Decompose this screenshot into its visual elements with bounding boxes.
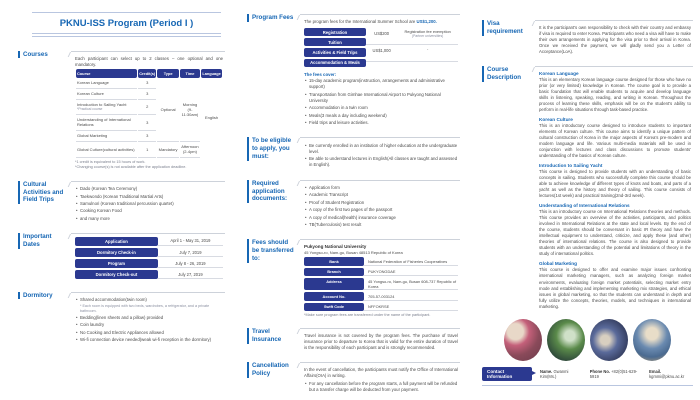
fee-amount-package: US$1,000 xyxy=(372,47,391,53)
course-description-content xyxy=(535,66,693,311)
cancellation-content xyxy=(300,362,460,394)
section-label-cancellation: Cancellation Policy xyxy=(247,362,297,378)
course-row xyxy=(76,142,222,158)
course-desc-title: Global Marketing xyxy=(539,261,578,267)
list-item: • Coin laundry xyxy=(75,322,223,328)
eligibility-content xyxy=(300,137,460,169)
contact-name-label: Name. xyxy=(540,368,553,374)
list-item: • Be currently enrolled in an institution of higher education at the undergraduate level. xyxy=(304,143,458,155)
list-item: • 15-day academic program(instruction, arrangements and administrative support) xyxy=(304,78,458,90)
field-trip-photo-4 xyxy=(633,319,671,361)
section-documents xyxy=(247,180,460,230)
course-credit: 1 xyxy=(138,142,156,158)
fee-item-tuition: Tuition xyxy=(304,38,366,46)
fee-group-tuition-package xyxy=(366,45,458,62)
bank-value: 45 Yongso-ro, Nam-gu, Busan 608-737 Republic of Korea xyxy=(364,278,458,291)
list-item: • Proof of Student Registration xyxy=(304,200,458,206)
section-important-dates xyxy=(18,233,225,281)
section-program-fees xyxy=(247,14,460,127)
list-item: • A copy of medical(health) insurance coverage xyxy=(304,215,458,221)
column-right xyxy=(466,0,699,400)
fee-exemption-dash: - xyxy=(426,46,429,52)
list-item: • Samulnori (Korean traditional percussion quartet) xyxy=(75,201,223,207)
fee-exemption-subtext: (Partner universities) xyxy=(411,34,444,39)
course-desc-title: Understanding of International Relations xyxy=(539,203,630,209)
bank-row xyxy=(304,268,458,276)
course-language: English xyxy=(205,115,219,121)
courses-table xyxy=(75,69,223,158)
bank-row xyxy=(304,303,458,311)
list-item: • For any cancellation before the program starts, a full payment will be refunded but a transfer charge will be deducted from your payment. xyxy=(304,381,458,393)
dormitory-subnote: * Each room is equipped with two beds, wardrobes, a refrigerator, and a private bathroom. xyxy=(80,304,210,313)
list-item: • Cooking Korean Food xyxy=(75,208,223,214)
date-key: Program xyxy=(75,259,158,268)
section-label-visa: Visa requirement xyxy=(482,20,532,36)
column-left xyxy=(0,0,233,400)
course-desc-text: This course is designed to provide students with an understanding of basic concepts in sailing. Students who successfully complete this course should be able to achieve knowledge of different types of knots and boats, and parts of a yacht as well as the history and theory of sailing. This course consists of lectures(1st week) and practical training(2nd-3rd week). xyxy=(539,169,691,199)
list-item: • Transportation from Gimhae International Airport to Pukyong National University xyxy=(304,92,458,104)
fee-group-registration xyxy=(366,28,458,45)
footer-rule xyxy=(482,385,693,386)
list-item: • No Cooking and Electric Appliances allowed xyxy=(75,330,223,336)
title-block xyxy=(32,12,221,37)
transfer-note: *Make sure program fees are transferred under the name of the participant. xyxy=(304,312,431,317)
header-time: Time xyxy=(180,69,200,78)
date-key: Dormitory Check-in xyxy=(75,248,158,257)
courses-intro: Each participant can select up to 2 classes – one optional and one mandatory. xyxy=(75,55,223,67)
title-rule-bottom xyxy=(32,33,221,34)
courses-header-row xyxy=(76,69,222,78)
bank-value: NFFOKRSE xyxy=(364,303,458,311)
section-travel-insurance xyxy=(247,328,460,352)
contact-email xyxy=(649,369,693,379)
list-item: • Meals(3 meals a day including weekend) xyxy=(304,113,458,119)
bank-row xyxy=(304,257,458,265)
course-name-text: Introduction to Sailing Yacht xyxy=(77,102,127,108)
courses-content xyxy=(71,51,225,171)
date-row xyxy=(75,270,223,279)
bank-row xyxy=(304,292,458,300)
bank-key: Swift Code xyxy=(304,303,364,311)
header-credits: Credit(s) xyxy=(139,70,156,76)
section-label-transfer: Fees should be transferred to: xyxy=(247,239,297,262)
travel-text: Travel insurance is not covered by the program fees. The purchase of travel insurance prior to departure to Korea that is valid for the entire duration of travel is the responsibility of each participant and is strongly recommended. xyxy=(304,333,458,351)
course-time-afternoon: Afternoon (2-4pm) xyxy=(180,142,200,158)
date-value: July 7, 2019 xyxy=(158,248,223,257)
list-item: • Accommodation in a twin room xyxy=(304,105,458,111)
visa-content xyxy=(535,20,693,56)
column-middle xyxy=(233,0,466,400)
header-type: Type xyxy=(157,69,178,78)
title-rule-bottom-2 xyxy=(32,36,221,37)
list-item: • TB(Tuberculosis) test result xyxy=(304,222,458,228)
fees-intro-text: The program fees for the International Summer School are xyxy=(304,19,417,24)
course-credit: 3 xyxy=(138,131,156,142)
fees-pill-column xyxy=(304,28,366,69)
course-desc-title: Korean Language xyxy=(539,71,579,77)
bank-value: 705-57-003124 xyxy=(364,292,458,300)
course-desc-text: This course is designed to offer and examine major issues confronting international marketing managers, such as analyzing foreign market environments, evaluating foreign market potentials, selecting market entry mode and establishing and implementing marketing mix strategies, and ethical issues in global marketing, so that the students can understand in depth and fully utilize the concepts, theories, models, and techniques in international marketing. xyxy=(539,267,691,309)
bank-value: PUKYONGDAE xyxy=(364,268,458,276)
section-visa xyxy=(482,20,693,56)
bank-key: Account No. xyxy=(304,292,364,300)
list-item: • Shared accommodation(twin room) xyxy=(75,297,223,303)
date-value: July 8 - 26, 2019 xyxy=(158,259,223,268)
course-name: Global Marketing xyxy=(76,131,137,142)
course-desc-text: This is an introductory course designed to introduce students to important elements of Korean culture. This course aims to identify a unique pattern of cultural construction of Korea in the major aspects of Korea's pre-modern and modern language and life. Various multi-media materials will be used in conjunction with lectures and class discussions to promote students' understanding of the basics of Korean culture. xyxy=(539,123,691,159)
fee-amount-registration: US$200 xyxy=(374,30,390,36)
date-value: July 27, 2019 xyxy=(158,270,223,279)
list-item: • Field trips and leisure activities. xyxy=(304,120,458,126)
course-credit: 2 xyxy=(138,100,156,115)
date-key: Dormitory Check-out xyxy=(75,270,158,279)
course-time-morning: Morning (9-11:30am) xyxy=(180,78,200,142)
fees-content xyxy=(300,14,460,127)
fees-table xyxy=(304,28,458,69)
section-label-dormitory: Dormitory xyxy=(18,292,68,300)
field-trip-photos xyxy=(482,319,693,361)
course-credit: 3 xyxy=(138,115,156,131)
contact-phone xyxy=(590,369,641,379)
page-title: PKNU-ISS Program (Period I ) xyxy=(59,18,194,29)
section-course-description xyxy=(482,66,693,311)
cultural-content xyxy=(71,181,225,223)
course-name: Understanding of International Relations xyxy=(76,115,137,131)
university-address: 45 Yongso-ro, Nam-gu, Busan 48513 Republic of Korea xyxy=(304,250,403,256)
section-label-travel: Travel Insurance xyxy=(247,328,297,344)
course-name: Korean Language xyxy=(76,78,137,89)
fees-total-amount: US$1,200. xyxy=(416,19,437,24)
list-item: • Application form xyxy=(304,185,458,191)
section-dormitory xyxy=(18,292,225,345)
course-note: *Changing course(s) is not available after the application deadline. xyxy=(75,165,187,170)
list-item: • A copy of the first two pages of the passport xyxy=(304,207,458,213)
section-label-course-description: Course Description xyxy=(482,66,532,82)
section-label-cultural: Cultural Activities and Field Trips xyxy=(18,181,68,204)
contact-email-value: kgmmi@pknu.ac.kr xyxy=(649,373,685,379)
section-label-documents: Required application documents: xyxy=(247,180,297,203)
list-item: • Dado (Korean Tea Ceremony) xyxy=(75,186,223,192)
bank-key: Address xyxy=(304,278,364,291)
course-type-mandatory: Mandatory xyxy=(157,142,178,158)
course-desc-title: Introduction to Sailing Yacht xyxy=(539,163,603,169)
date-row xyxy=(75,248,223,257)
course-desc-text: This is an elementary Korean language course designed for those who have no prior (or very limited) knowledge in Korean. The course goal is to provide a basic foundation that will enable students to acquire and develop language skills in listening, speaking, reading, and writing in Korean. Throughout the process of learning these skills, emphasis will be on the student's ability to perform in real-life situations through task-based practice. xyxy=(539,77,691,113)
course-credit: 3 xyxy=(138,89,156,100)
section-eligibility xyxy=(247,137,460,169)
university-name: Pukyong National University xyxy=(304,244,367,250)
date-key: Application xyxy=(75,237,158,246)
fees-intro xyxy=(304,19,458,25)
contact-information-badge: Contact Information xyxy=(482,367,532,381)
dormitory-content xyxy=(71,292,225,345)
course-name: Global Culture(cultural activities) xyxy=(76,142,137,158)
fee-item-registration: Registration xyxy=(304,28,366,36)
travel-content xyxy=(300,328,460,352)
documents-content xyxy=(300,180,460,230)
contact-phone-label: Phone No. xyxy=(589,368,611,374)
fee-exemption-note xyxy=(397,29,458,44)
bank-row xyxy=(304,278,458,291)
course-credit: 3 xyxy=(138,78,156,89)
date-row xyxy=(75,259,223,268)
list-item: • Bedding(linen sheets and a pillow) provided xyxy=(75,315,223,321)
course-type-optional: Optional xyxy=(157,78,178,142)
section-label-eligibility: To be eligible to apply, you must: xyxy=(247,137,297,160)
course-note: *1 credit is equivalent to 15 hours of work. xyxy=(75,159,146,164)
header-course: Course xyxy=(76,69,137,78)
field-trip-photo-2 xyxy=(547,319,585,361)
contact-name xyxy=(540,369,582,379)
list-item: • and many more xyxy=(75,216,223,222)
contact-details xyxy=(540,369,693,379)
section-label-fees: Program Fees xyxy=(247,14,297,22)
section-label-dates: Important Dates xyxy=(18,233,68,249)
section-label-courses: Courses xyxy=(18,51,68,59)
list-item: • Academic Transcript xyxy=(304,192,458,198)
fee-item-accommodation: Accommodation & Meals xyxy=(304,59,366,67)
course-name-subnote: *Practical course xyxy=(77,107,103,112)
fees-cover-title: The fees cover: xyxy=(304,71,337,77)
course-desc-title: Korean Culture xyxy=(539,117,573,123)
fee-item-activities: Activities & Field Trips xyxy=(304,48,366,56)
contact-name-value: Gwanmi Kim(Ms.) xyxy=(540,368,569,379)
fees-values-column xyxy=(366,28,458,69)
list-item: • Be able to understand lectures in English(All classes are taught and assessed in English). xyxy=(304,156,458,168)
header-language: Language xyxy=(202,70,221,76)
field-trip-photo-3 xyxy=(590,319,628,361)
field-trip-photo-1 xyxy=(504,319,542,361)
section-cultural-activities xyxy=(18,181,225,223)
date-row xyxy=(75,237,223,246)
bank-key: Bank xyxy=(304,257,364,265)
dates-content xyxy=(71,233,225,281)
contact-phone-value: +82(0)51-629-5919 xyxy=(589,368,638,379)
date-value: April 1 - May 31, 2019 xyxy=(158,237,223,246)
list-item: • Wi-fi connection device needed(weak wi-fi reception in the dormitory) xyxy=(75,337,223,343)
cancellation-text: In the event of cancellation, the participants must notify the Office of International Affairs(OIA) in writing. xyxy=(304,367,458,379)
transfer-content xyxy=(300,239,460,318)
bank-key: Branch xyxy=(304,268,364,276)
section-bank-transfer xyxy=(247,239,460,318)
course-row xyxy=(76,78,222,89)
contact-email-label: Email. xyxy=(649,368,662,374)
course-name: Korean Culture xyxy=(76,89,137,100)
section-cancellation xyxy=(247,362,460,394)
bank-value: National Federation of Fisheries Cooperatives xyxy=(364,257,458,265)
list-item: • Taekwondo (Korean Traditional Martial Arts) xyxy=(75,194,223,200)
course-name xyxy=(76,100,137,115)
fee-exemption-text: Registration fee exemption xyxy=(404,29,451,35)
section-courses xyxy=(18,51,225,171)
visa-text: It is the participant's own responsibility to check with their country and embassy if visa is required to enter Korea. Participants who need a visa will have to make their own arrangements in applying for the visa prior to their arrival in Korea. Once we received the payment, we will gladly send you a Letter of Acceptance(LoA). xyxy=(539,25,691,55)
course-desc-text: This is an introductory course on International Relations theories and methods. This course provides an overview of the activities, participants, and politics involved in International Relations at the state and local levels. By the end of the course, students should be conversant in basic IR theory and have the intellectual equipment to understand, criticize, and apply these (and other) theories of international relations. The course is also designed to provide students with an understanding of the potential and limitations of theory in the study of international politics. xyxy=(539,209,691,257)
contact-information xyxy=(482,367,693,381)
